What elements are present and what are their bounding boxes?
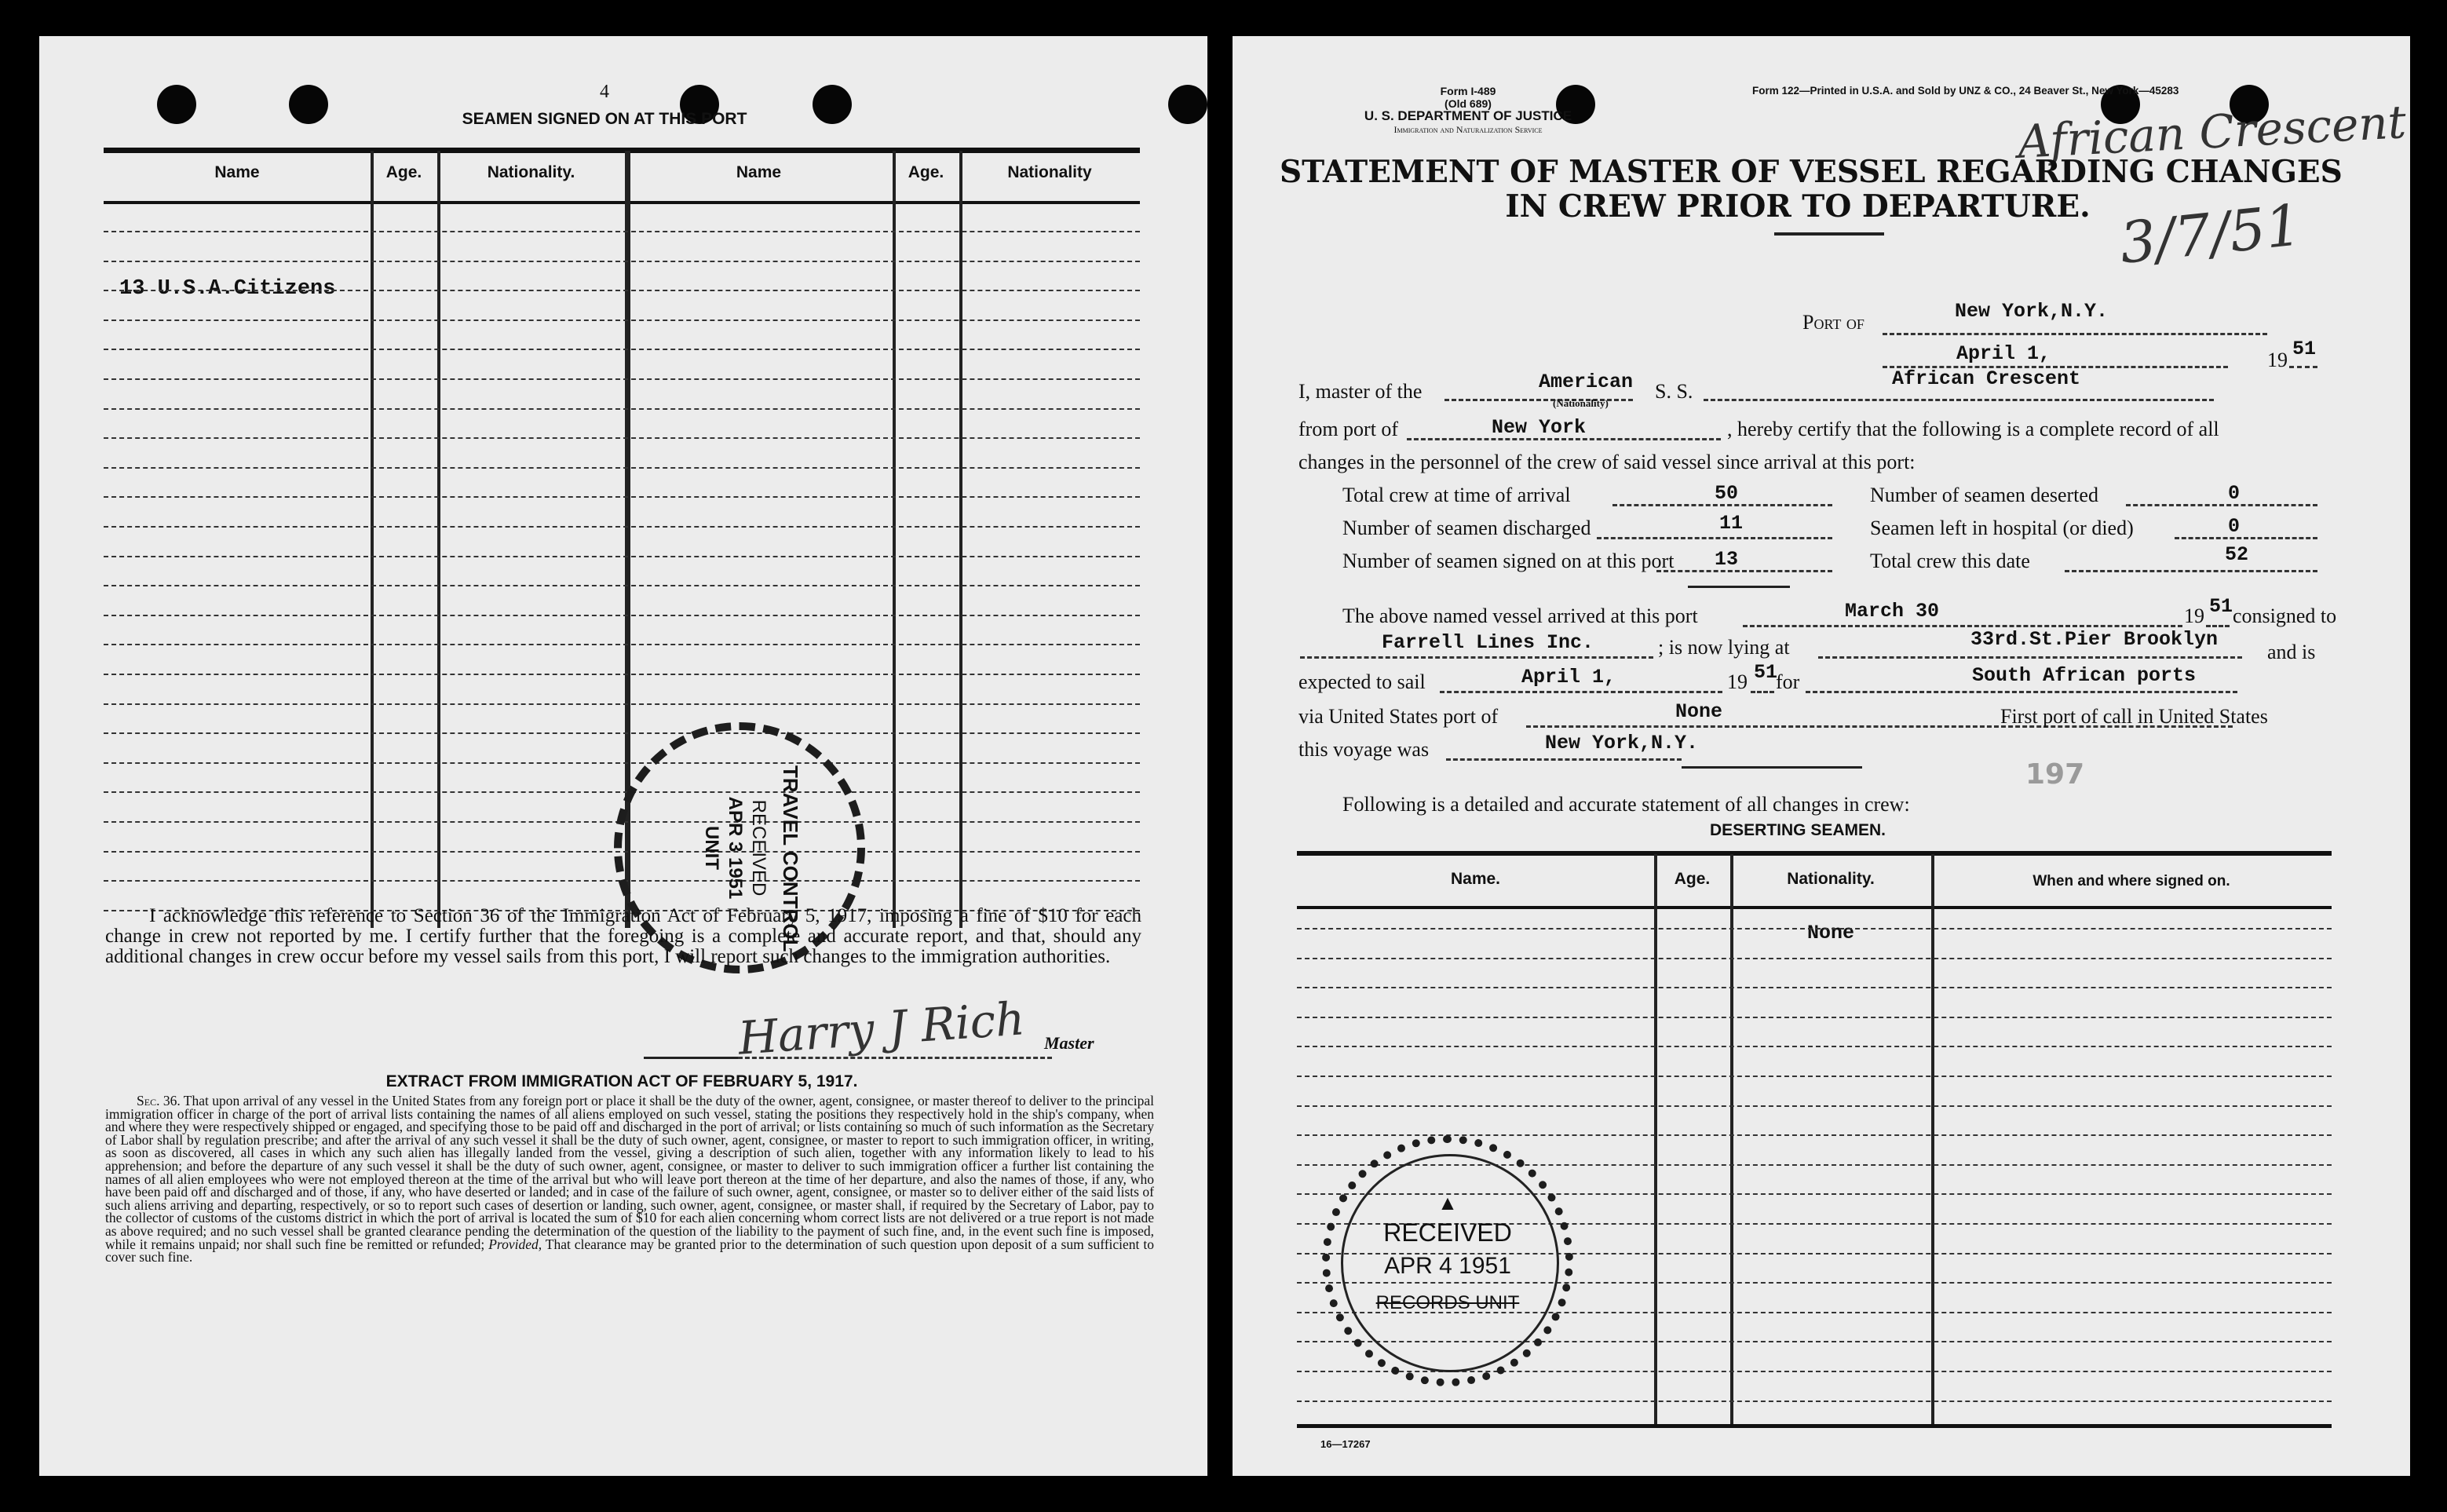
arrived-year: 51: [2209, 595, 2233, 618]
column-header: Name: [214, 163, 260, 181]
following-text: Following is a detailed and accurate statement of all changes in crew:: [1342, 793, 1910, 816]
stat-value: 50: [1715, 482, 1739, 505]
stamp-date: APR 3 1951: [725, 796, 746, 900]
column-header: Name: [736, 163, 782, 181]
stat-value: 0: [2228, 482, 2241, 505]
column-header: Name.: [1450, 870, 1501, 888]
consignee-value: Farrell Lines Inc.: [1382, 631, 1594, 654]
stamp-unit: RECORDS UNIT: [1375, 1292, 1520, 1313]
column-header: Nationality.: [1787, 870, 1875, 888]
row-rule: [1297, 1046, 2332, 1047]
column-header: Age.: [1674, 870, 1711, 888]
row-rule: [1297, 928, 2332, 929]
ss-label: S. S.: [1655, 380, 1693, 403]
certify-text: , hereby certify that the following is a complete record of all: [1727, 418, 2219, 440]
page-number: 4: [600, 82, 609, 102]
stat-value: 0: [2228, 515, 2241, 538]
row-rule: [104, 261, 1140, 262]
column-header: Nationality: [1007, 163, 1092, 181]
punch-hole: [1168, 85, 1207, 124]
stat-label: Total crew this date: [1870, 550, 2030, 572]
row-rule: [1297, 1017, 2332, 1018]
sail-label: expected to sail: [1298, 670, 1426, 693]
and-is: and is: [2267, 641, 2316, 663]
stamp-arrow-icon: ▲: [1437, 1192, 1458, 1214]
stamp-received: RECEIVED: [1383, 1218, 1512, 1247]
row-rule: [104, 556, 1140, 557]
arrived-value: March 30: [1845, 600, 1940, 623]
voyage-value: New York,N.Y.: [1545, 732, 1699, 754]
extract-text: That upon arrival of any vessel in the United States from any foreign port or place it shall be the duty of the owner, agent, consignee, or master thereof to deliver to the principal immigration officer in charge of the port of arrival lists containing the names of all aliens employed on such vessel, stating the positions they respectively hold in the ship's company, when and where they were respectively shipped or engaged, and specifying those to be paid off and discharged in the port of arrival; or lists containing so much of such information as the Secretary of Labor shall by regulation prescribe; and after the arrival of any such vessel it shall be the duty of such owner, agent, consignee, or master to report to such immigration officer, in writing, as soon as discovered, all cases in which any such alien has illegally landed from the vessel, giving a description of such alien, together with any information likely to lead to his apprehension; and before the departure of any such vessel it shall be the duty of such owner, agent, consignee, or master to deliver to such immigration officer a further list containing the names of all alien employees who were not employed thereon at the time of the arrival but who will leave port thereon at the time of her departure, and also the names of those, if any, who have been paid off and discharged and of those, if any, who have deserted or landed; and in case of the failure of such owner, agent, consignee, or master so to deliver either of the said lists of such aliens arriving and departing, respectively, or so to report such cases of desertion or landing, such owner, agent, consignee, or master shall, if required by the Secretary of Labor, pay to the collector of customs of the customs district in which the port of arrival is located the sum of $10 for each alien concerning whom correct lists are not delivered or a true report is not made as above required; and no such vessel shall be granted clearance pending the determination of the question of the liability to the payment of such fine, and, in the event such fine is imposed, while it remains unpaid; nor shall such fine be remitted or refunded;: [105, 1093, 1154, 1252]
stat-value: 13: [1715, 548, 1739, 571]
footer-code: 16—17267: [1320, 1438, 1371, 1450]
first-call-label: First port of call in United States: [2000, 705, 2268, 728]
lying-label: ; is now lying at: [1658, 636, 1790, 659]
punch-hole: [289, 85, 328, 124]
received-stamp: [1322, 1135, 1573, 1386]
arrived-label: The above named vessel arrived at this port: [1342, 604, 1698, 627]
for-label: for: [1776, 670, 1800, 693]
row-rule: [104, 526, 1140, 528]
voyage-label: this voyage was: [1298, 738, 1430, 761]
date-year: 51: [2292, 338, 2317, 360]
row-rule: [104, 467, 1140, 469]
vessel-value: African Crescent: [1892, 367, 2081, 390]
stamp-ring-text: TRAVEL CONTROL: [779, 765, 802, 952]
arrived-year-prefix: 19: [2184, 604, 2204, 627]
handwritten-date: 3/7/51: [2116, 192, 2305, 276]
nationality-value: American: [1539, 371, 1634, 393]
row-rule: [104, 408, 1140, 410]
stat-label: Seamen left in hospital (or died): [1870, 517, 2134, 539]
from-port-value: New York: [1492, 416, 1587, 439]
port-label: Port of: [1802, 311, 1864, 334]
lying-value: 33rd.St.Pier Brooklyn: [1970, 628, 2219, 651]
date-value: April 1,: [1956, 342, 2051, 365]
punch-hole: [157, 85, 196, 124]
row-rule: [104, 585, 1140, 586]
row-rule: [104, 349, 1140, 350]
right-page: [1233, 36, 2410, 1476]
row-rule: [1297, 1076, 2332, 1077]
row-rule: [104, 437, 1140, 439]
deserting-title: DESERTING SEAMEN.: [1709, 821, 1886, 839]
stat-value: 52: [2225, 543, 2249, 566]
column-header: When and where signed on.: [2032, 873, 2230, 889]
row-rule: [104, 674, 1140, 675]
service: Immigration and Naturalization Service: [1393, 124, 1543, 135]
column-header: Nationality.: [487, 163, 575, 181]
sail-year-prefix: 19: [1727, 670, 1748, 693]
stat-value: 11: [1719, 512, 1744, 535]
date-prefix: 19: [2267, 349, 2288, 371]
row-rule: [104, 378, 1140, 380]
form-title-line2: IN CREW PRIOR TO DEPARTURE.: [1505, 188, 2091, 225]
master-signature: Harry J Rich: [736, 992, 1027, 1065]
changes-text: changes in the personnel of the crew of said vessel since arrival at this port:: [1298, 451, 1916, 473]
form-number: Form I-489: [1440, 85, 1496, 97]
destination-value: South African ports: [1972, 664, 2197, 687]
via-value: None: [1675, 700, 1723, 723]
row-rule: [104, 703, 1140, 705]
row-rule: [104, 762, 1140, 764]
nationality-caption: (Nationality): [1553, 397, 1609, 409]
reference-number: 197: [2025, 758, 2085, 791]
extract-body: [105, 1094, 1154, 1264]
extract-title: EXTRACT FROM IMMIGRATION ACT OF FEBRUARY 5, 1917.: [385, 1072, 858, 1090]
extract-proviso-text: That clearance may be granted prior to the determination of such question upon deposit of a sum sufficient to cover such fine.: [105, 1236, 1154, 1265]
left-page: [39, 36, 1207, 1476]
extract-proviso-label: Provided,: [488, 1236, 542, 1252]
row-rule: [104, 320, 1140, 321]
printer-note: Form 122—Printed in U.S.A. and Sold by UNZ & CO., 24 Beaver St., New York—45283: [1752, 85, 2179, 97]
from-port-label: from port of: [1298, 418, 1399, 440]
signature-label: Master: [1044, 1033, 1094, 1053]
department: U. S. DEPARTMENT OF JUSTICE: [1364, 108, 1572, 123]
stamp-unit: UNIT: [701, 826, 722, 870]
table-cell-name: 13 U.S.A.Citizens: [119, 277, 336, 301]
stat-label: Total crew at time of arrival: [1342, 484, 1571, 506]
row-rule: [1297, 1105, 2332, 1107]
stat-label: Number of seamen deserted: [1870, 484, 2098, 506]
row-rule: [1297, 987, 2332, 988]
handwritten-vessel: African Crescent: [2016, 95, 2408, 169]
row-rule: [104, 231, 1140, 232]
stat-label: Number of seamen discharged: [1342, 517, 1591, 539]
column-header: Age.: [908, 163, 944, 181]
via-label: via United States port of: [1298, 705, 1499, 728]
row-rule: [104, 644, 1140, 645]
row-rule: [104, 496, 1140, 498]
row-rule: [104, 732, 1140, 734]
stat-label: Number of seamen signed on at this port: [1342, 550, 1675, 572]
acknowledgement-text: I acknowledge this reference to Section 36 of the Immigration Act of February 5, 1917, imposing a fine of $10 for each change in crew not reported by me. I certify further that the foregoing is a complete and accurate report, and that, should any additional changes in crew occur before my vessel sails from this port, I will report such changes to the immigration authorities.: [105, 905, 1141, 967]
sail-year: 51: [1754, 661, 1778, 684]
master-label: I, master of the: [1298, 380, 1423, 403]
form-title-line1: STATEMENT OF MASTER OF VESSEL REGARDING CHANGES: [1280, 154, 2343, 190]
stamp-received: RECEIVED: [748, 799, 769, 897]
extract-section: Sec. 36.: [137, 1093, 181, 1108]
row-rule: [1297, 1401, 2332, 1402]
row-rule: [1297, 958, 2332, 959]
deserting-nationality-cell: None: [1806, 922, 1854, 944]
consigned-label: consigned to: [2233, 604, 2337, 627]
row-rule: [104, 290, 1140, 291]
column-header: Age.: [385, 163, 422, 181]
stamp-date: APR 4 1951: [1384, 1253, 1511, 1279]
section-title: SEAMEN SIGNED ON AT THIS PORT: [462, 110, 747, 128]
sail-value: April 1,: [1521, 666, 1616, 688]
row-rule: [104, 615, 1140, 616]
form-old-number: (Old 689): [1444, 97, 1492, 110]
port-value: New York,N.Y.: [1955, 300, 2109, 323]
